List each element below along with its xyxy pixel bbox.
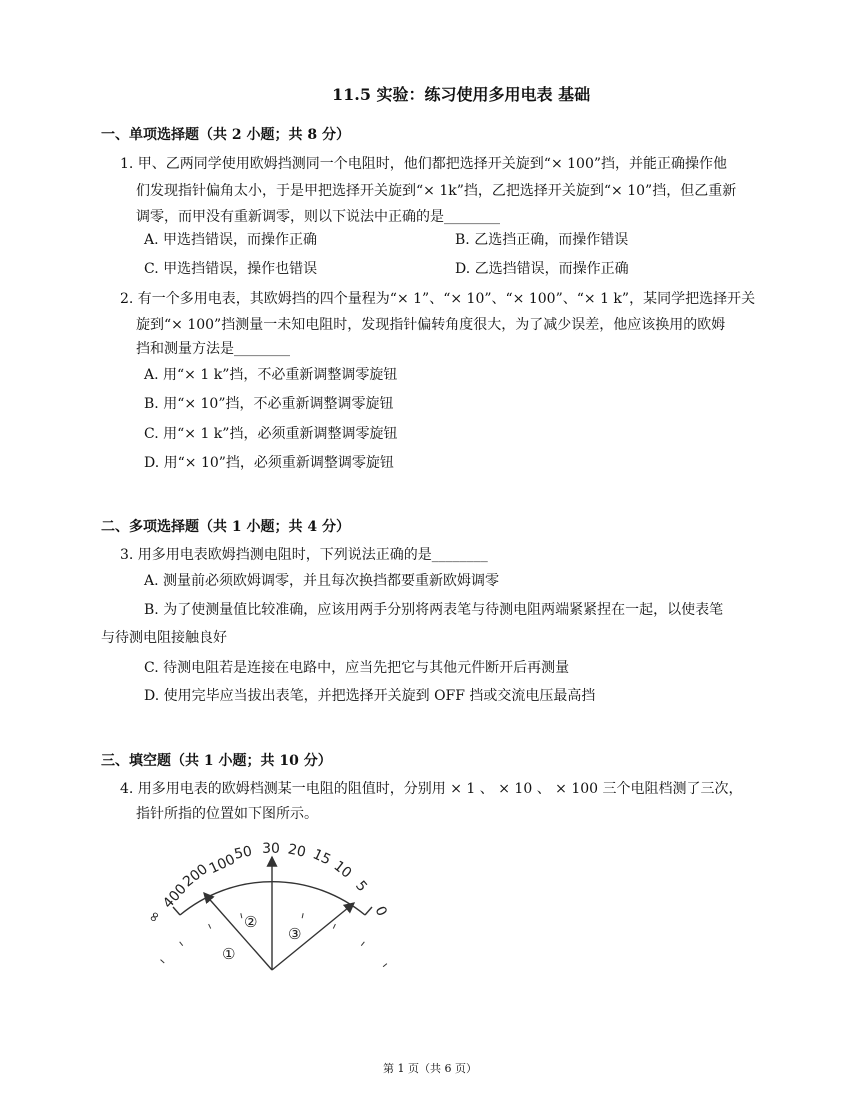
section3-heading: 三、填空题（共 1 小题；共 10 分） (101, 753, 332, 769)
dial-tick (209, 924, 211, 929)
section2-heading: 二、多项选择题（共 1 小题；共 4 分） (101, 519, 350, 535)
q1-line-3: 调零，而甲没有重新调零，则以下说法中正确的是________ (136, 209, 500, 225)
q3-option-b: B. 为了使测量值比较准确，应该用两手分别将两表笔与待测电阻两端紧紧捏在一起，以使表笔 (144, 602, 724, 618)
q1-line-1: 1. 甲、乙两同学使用欧姆挡测同一个电阻时，他们都把选择开关旋到“× 100”挡，并能正确操作他 (120, 156, 728, 172)
q3-option-d: D. 使用完毕应当拔出表笔，并把选择开关旋到 OFF 挡或交流电压最高挡 (144, 688, 596, 704)
dial-scale-label: 100 (206, 851, 238, 878)
dial-scale-label: 200 (180, 861, 211, 891)
q1-option-a: A. 甲选挡错误，而操作正确 (144, 232, 318, 248)
pointer-1-label: ① (222, 945, 236, 963)
page-title: 11.5 实验：练习使用多用电表 基础 (332, 85, 591, 104)
dial-scale-label: 50 (232, 843, 254, 863)
q2-line-2: 旋到“× 100”挡测量一未知电阻时，发现指针偏转角度很大，为了减少误差，他应该换用的欧姆 (136, 317, 726, 333)
q3-stem: 3. 用多用电表欧姆挡测电阻时，下列说法正确的是________ (120, 547, 488, 563)
q1-line-2: 们发现指针偏角太小，于是甲把选择开关旋到“× 1k”挡，乙把选择开关旋到“× 10”挡，但乙重新 (136, 183, 737, 199)
q3-option-a: A. 测量前必须欧姆调零，并且每次换挡都要重新欧姆调零 (144, 573, 500, 589)
dial-tick (161, 960, 165, 963)
q2-option-b: B. 用“× 10”挡，不必重新调整调零旋钮 (144, 396, 394, 412)
dial-tick (180, 942, 183, 946)
dial-tick (241, 913, 242, 918)
dial-scale-label: 30 (262, 841, 280, 857)
pointer-1-arrow (204, 893, 272, 970)
dial-tick (302, 913, 303, 918)
q2-line-3: 挡和测量方法是________ (136, 341, 290, 357)
dial-tick (361, 942, 364, 946)
q2-option-d: D. 用“× 10”挡，必须重新调整调零旋钮 (144, 455, 394, 471)
q1-option-c: C. 甲选挡错误，操作也错误 (144, 261, 318, 277)
dial-scale-label: 5 (352, 877, 371, 895)
q1-option-d: D. 乙选挡错误，而操作正确 (455, 261, 629, 277)
dial-tick (333, 924, 335, 929)
dial-scale-label: 0 (371, 903, 390, 919)
pointer-3-label: ③ (288, 925, 302, 943)
pointer-2-label: ② (244, 913, 258, 931)
section1-heading: 一、单项选择题（共 2 小题；共 8 分） (101, 127, 350, 143)
q2-option-a: A. 用“× 1 k”挡，不必重新调整调零旋钮 (144, 367, 398, 383)
page-footer: 第 1 页（共 6 页） (383, 1062, 477, 1075)
q1-option-b: B. 乙选挡正确，而操作错误 (455, 232, 629, 248)
q4-line-2: 指针所指的位置如下图所示。 (136, 806, 318, 822)
q4-line-1: 4. 用多用电表的欧姆档测某一电阻的阻值时，分别用 × 1 、 × 10 、 × 100 三个电阻档测了三次， (120, 781, 743, 797)
pointer-3-arrow (272, 903, 354, 970)
q3-option-b-cont: 与待测电阻接触良好 (101, 630, 227, 646)
dial-scale-label: 400 (160, 881, 190, 912)
q3-option-c: C. 待测电阻若是连接在电路中，应当先把它与其他元件断开后再测量 (144, 660, 570, 676)
dial-scale-label: 15 (310, 846, 334, 869)
q2-option-c: C. 用“× 1 k”挡，必须重新调整调零旋钮 (144, 426, 398, 442)
ohmmeter-dial-figure (140, 835, 400, 975)
dial-right-edge (365, 907, 372, 915)
dial-scale-label: ∞ (144, 907, 165, 927)
dial-scale-label: 10 (330, 858, 355, 882)
dial-scale-label: 20 (286, 841, 308, 861)
dial-tick (383, 964, 387, 967)
q2-line-1: 2. 有一个多用电表，其欧姆挡的四个量程为“× 1”、“× 10”、“× 100”、“× 1 k”，某同学把选择开关 (120, 291, 756, 307)
